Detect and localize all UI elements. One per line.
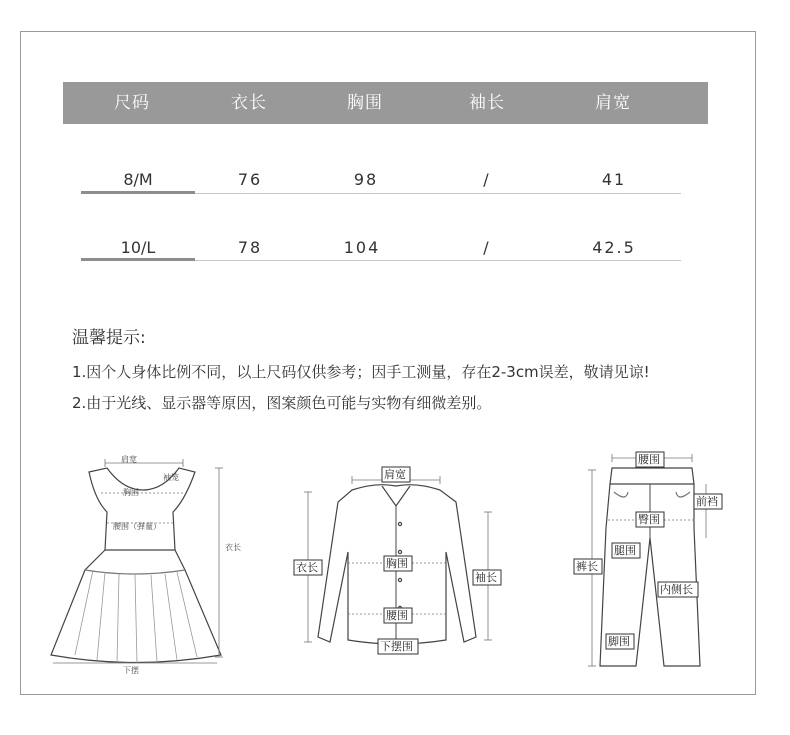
cell-length: 78 xyxy=(237,238,263,257)
shirt-shoulder-label: 肩宽 xyxy=(384,468,406,481)
cell-sleeve: / xyxy=(483,170,491,189)
row-divider xyxy=(195,260,681,261)
size-table-header xyxy=(63,82,708,124)
dress-bust-label: 胸围 xyxy=(123,488,139,497)
dress-hem-label: 下摆 xyxy=(123,666,139,675)
header-shoulder: 肩宽 xyxy=(595,93,631,113)
shirt-hem-label: 下摆围 xyxy=(380,640,413,653)
dress-waist-label: 腰围（弹量） xyxy=(113,522,161,531)
pants-opening-label: 脚围 xyxy=(608,635,630,648)
pants-measurement-diagram xyxy=(570,448,730,678)
row-divider xyxy=(81,191,195,194)
cell-shoulder: 42.5 xyxy=(592,238,636,257)
notes-title: 温馨提示: xyxy=(72,328,146,348)
cell-sleeve: / xyxy=(483,238,491,257)
row-divider xyxy=(195,193,681,194)
pants-hip-label: 臀围 xyxy=(638,513,660,526)
cell-length: 76 xyxy=(237,170,263,189)
header-size: 尺码 xyxy=(114,93,150,113)
dress-armhole-label: 袖笼 xyxy=(163,473,179,482)
pants-thigh-label: 腿围 xyxy=(614,544,636,557)
header-sleeve: 袖长 xyxy=(469,93,505,113)
cell-size: 10/L xyxy=(120,238,156,257)
row-divider xyxy=(81,258,195,261)
header-length: 衣长 xyxy=(231,93,267,113)
pants-rise-label: 前裆 xyxy=(696,495,718,508)
cell-bust: 98 xyxy=(353,170,379,189)
note-item: 1.因个人身体比例不同，以上尺码仅供参考；因手工测量，存在2-3cm误差，敬请见谅! xyxy=(72,363,650,381)
pants-length-label: 裤长 xyxy=(576,560,598,573)
dress-shoulder-label: 肩宽 xyxy=(121,455,137,464)
shirt-bust-label: 胸围 xyxy=(386,557,408,570)
note-item: 2.由于光线、显示器等原因，图案颜色可能与实物有细微差别。 xyxy=(72,394,492,412)
pants-inseam-label: 内侧长 xyxy=(660,583,693,596)
dress-length-label: 衣长 xyxy=(225,543,241,552)
shirt-measurement-diagram xyxy=(286,462,508,662)
header-bust: 胸围 xyxy=(347,93,383,113)
cell-size: 8/M xyxy=(123,170,153,189)
shirt-sleeve-label: 袖长 xyxy=(475,571,497,584)
dress-measurement-diagram xyxy=(45,450,245,680)
shirt-waist-label: 腰围 xyxy=(386,609,408,622)
pants-waist-label: 腰围 xyxy=(638,453,660,466)
cell-shoulder: 41 xyxy=(601,170,627,189)
shirt-length-label: 衣长 xyxy=(296,561,318,574)
cell-bust: 104 xyxy=(343,238,381,257)
